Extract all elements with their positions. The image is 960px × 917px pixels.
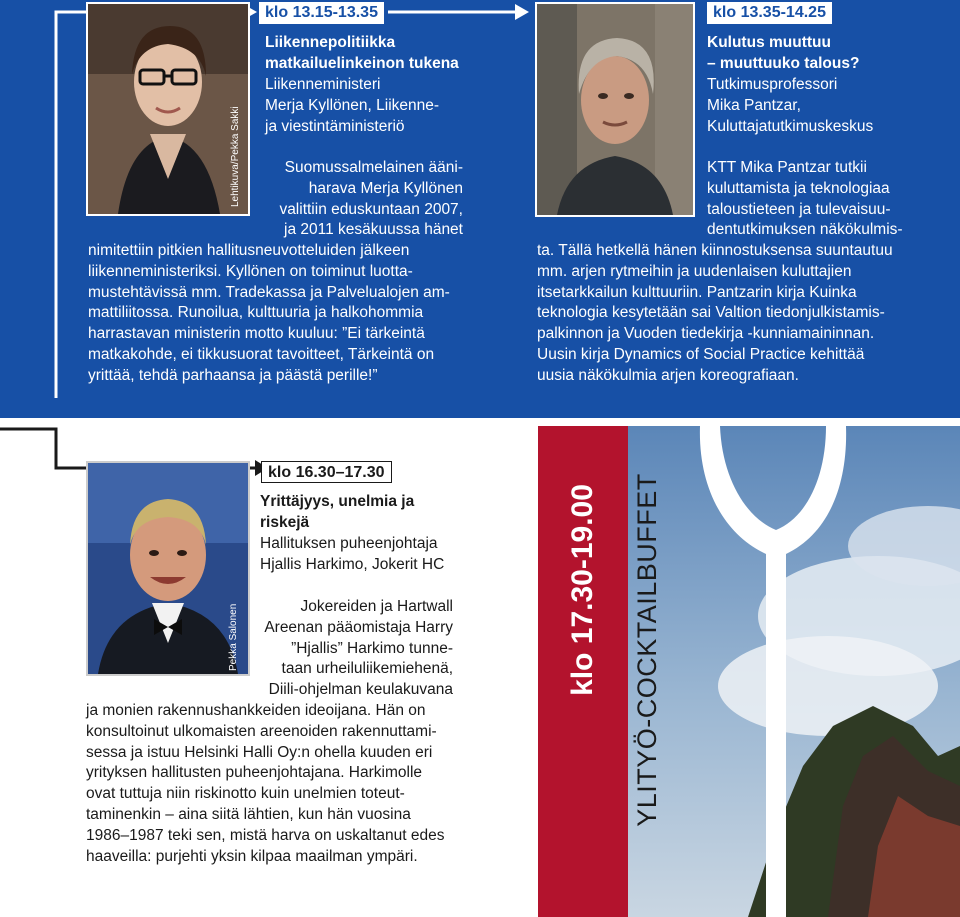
session1-speaker: Liikenneministeri Merja Kyllönen, Liikenne- ja viestintäministeriö (265, 76, 440, 135)
session3-bio: ja monien rakennushankkeiden ideoijana. Hän on konsultoinut ulkomaisten areenoiden rakennuttami- sessa ja istuu Helsinki Halli Oy:n ohella kuuden eri yrityksen hallitusten puheenjohtajana. Harkimolle ovat tuttuja niin riskinotto kuin unelmien toteut- taminenkin – aina siitä lähtien, kun hän vuosina 1986–1987 teki sen, mistä harva on uskaltanut edes haaveilla: purjehti yksin kilpaa maailman ympäri. (86, 702, 445, 865)
session1-bio-intro: Suomussalmelainen ääni- harava Merja Kyllönen valittiin eduskuntaan 2007, ja 2011 kesäkuussa hänet (279, 159, 463, 239)
session2-bio-intro: KTT Mika Pantzar tutkii kuluttamista ja teknologiaa taloustieteen ja tulevaisuu- dentutkimuksen näkökulmis- (707, 159, 903, 239)
session2-time-badge: klo 13.35-14.25 (707, 2, 832, 24)
portrait-man-bowtie-icon (88, 463, 248, 674)
speaker-photo-harkimo (86, 461, 250, 676)
buffet-time: klo 17.30-19.00 (566, 484, 599, 696)
session2-title: Kulutus muuttuu – muuttuuko talous? (707, 34, 860, 72)
session2-bio: ta. Tällä hetkellä hänen kiinnostuksensa suuntautuu mm. arjen rytmeihin ja uudenlaisen kuluttajien itsetarkkailun kulttuuriin. Pantzarin kirja Kuinka teknologia kesytetään sai Valtion tiedonjulkistamis- palkinnon ja Vuoden tiedekirja -kunniamaininnan. Uusin kirja Dynamics of Social Practice kehittää uusia näkökulmia arjen koreografiaan. (537, 242, 893, 384)
speaker-photo-pantzar (535, 2, 695, 217)
session3-title: Yrittäjyys, unelmia ja riskejä (260, 493, 415, 531)
portrait-man-icon (537, 4, 693, 215)
speaker-photo-kyllonen (86, 2, 250, 216)
session2-speaker: Tutkimusprofessori Mika Pantzar, Kuluttajatutkimuskeskus (707, 76, 874, 135)
session3-bio-intro: Jokereiden ja Hartwall Areenan pääomistaja Harry ”Hjallis” Harkimo tunne- taan urheiluliikemiehenä, Diili-ohjelman keulakuvana (264, 598, 453, 699)
portrait-woman-icon (88, 4, 248, 214)
photo-credit-harkimo: Pekka Salonen (228, 603, 239, 671)
session1-title: Liikennepolitiikka matkailuelinkeinon tukena (265, 34, 459, 72)
wine-glass-icon (628, 426, 960, 917)
buffet-title: YLITYÖ-COCKTAILBUFFET (632, 473, 662, 827)
session3-time-badge: klo 16.30–17.30 (261, 461, 392, 483)
session1-bio: nimitettiin pitkien hallitusneuvotteluiden jälkeen liikenneministeriksi. Kyllönen on toiminut luotta- mustehtävissä mm. Tradekassa ja Palvelualojen am- mattiliitossa. Runoilua, kulttuuria ja halkohommia harrastavan ministerin motto kuuluu: ”Ei tärkeintä matkakohde, ei tikkusuorat tavoitteet, Tärkeintä on yrittää, tehdä parhaansa ja päästä perille!” (88, 242, 450, 384)
session3-speaker: Hallituksen puheenjohtaja Hjallis Harkimo, Jokerit HC (260, 535, 445, 573)
session1-time-badge: klo 13.15-13.35 (259, 2, 384, 24)
photo-credit-kyllonen: Lehtikuva/Pekka Sakki (230, 106, 241, 207)
